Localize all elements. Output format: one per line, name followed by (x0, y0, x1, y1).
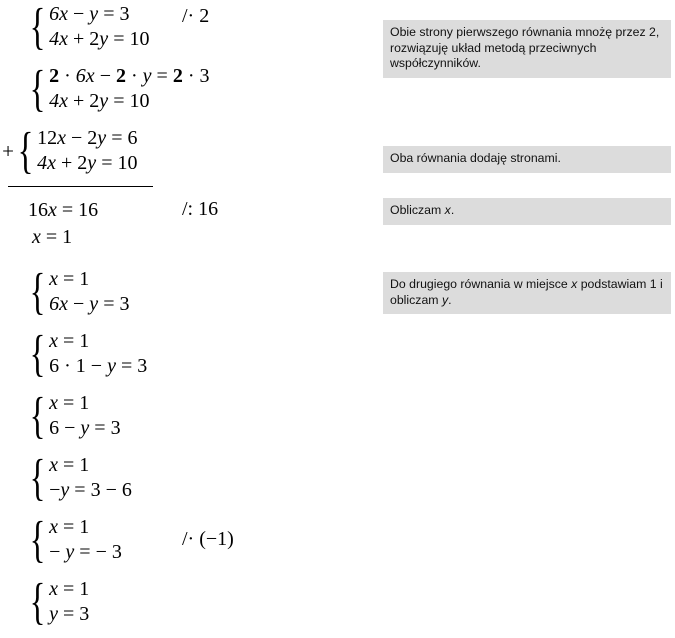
equation-lines-2 (49, 64, 209, 114)
equation-line: 6 − y = 3 (49, 417, 121, 439)
plus-operator-3: + (2, 138, 14, 163)
equation-line: 4x + 2y = 10 (49, 90, 150, 112)
equation-line: 2 · 6x − 2 · y = 2 · 3 (49, 65, 210, 87)
sum-result-line-2: x = 1 (32, 226, 73, 248)
brace-icon: { (29, 263, 46, 320)
brace-icon: { (29, 449, 46, 506)
equation-system-step-4 (14, 263, 130, 320)
comment-compute-x: Obliczam x. (383, 198, 671, 225)
equation-line: x = 1 (49, 454, 90, 476)
equation-line: y = 3 (49, 603, 90, 625)
brace-icon: { (29, 387, 46, 444)
equation-lines-6 (49, 391, 120, 441)
comment-substitute: Do drugiego równania w miejsce x podstawiam 1 i obliczam y. (383, 272, 671, 314)
equation-line: 4x + 2y = 10 (49, 28, 150, 50)
brace-icon: { (29, 0, 46, 55)
equation-line: 4x + 2y = 10 (37, 152, 138, 174)
equation-system-step-7 (14, 449, 132, 506)
equation-line: 12x − 2y = 6 (37, 127, 138, 149)
equation-line: 6 · 1 − y = 3 (49, 355, 148, 377)
equation-system-step-9 (14, 573, 90, 630)
equation-lines-8 (49, 515, 122, 565)
equation-lines-5 (49, 329, 147, 379)
equation-lines-9 (49, 577, 89, 627)
comments-column (383, 0, 675, 638)
equation-line: x = 1 (49, 268, 90, 290)
brace-icon: { (29, 573, 46, 630)
comment-add: Oba równania dodaję stronami. (383, 146, 671, 173)
comment-multiply: Obie strony pierwszego równania mnożę przez 2, rozwiązuję układ metodą przeciwnych współczynników. (383, 20, 671, 78)
equation-system-step-8 (14, 511, 122, 568)
operation-note-negate: /· (−1) (182, 528, 234, 550)
brace-icon: { (17, 122, 34, 179)
sum-result-line-1: 16x = 16 (28, 199, 99, 221)
equation-system-step-1 (14, 0, 150, 55)
brace-icon: { (29, 325, 46, 382)
equation-lines-1 (49, 2, 149, 52)
operation-note-1: /· 2 (182, 5, 210, 27)
brace-icon: { (29, 511, 46, 568)
brace-icon: { (29, 60, 46, 117)
equation-lines-7 (49, 453, 132, 503)
operation-note-divide: /: 16 (182, 198, 219, 220)
equation-system-step-3 (2, 122, 138, 179)
equation-line: − y = − 3 (49, 541, 122, 563)
equation-system-step-5 (14, 325, 148, 382)
equation-system-step-2 (14, 60, 210, 117)
equation-line: x = 1 (49, 392, 90, 414)
equation-lines-4 (49, 267, 129, 317)
equation-system-step-6 (14, 387, 121, 444)
equation-line: −y = 3 − 6 (49, 479, 132, 501)
equation-line: x = 1 (49, 578, 90, 600)
sum-divider (8, 186, 153, 187)
equation-line: x = 1 (49, 516, 90, 538)
equation-line: 6x − y = 3 (49, 293, 130, 315)
equation-lines-3 (37, 126, 137, 176)
equation-line: x = 1 (49, 330, 90, 352)
equation-line: 6x − y = 3 (49, 3, 130, 25)
